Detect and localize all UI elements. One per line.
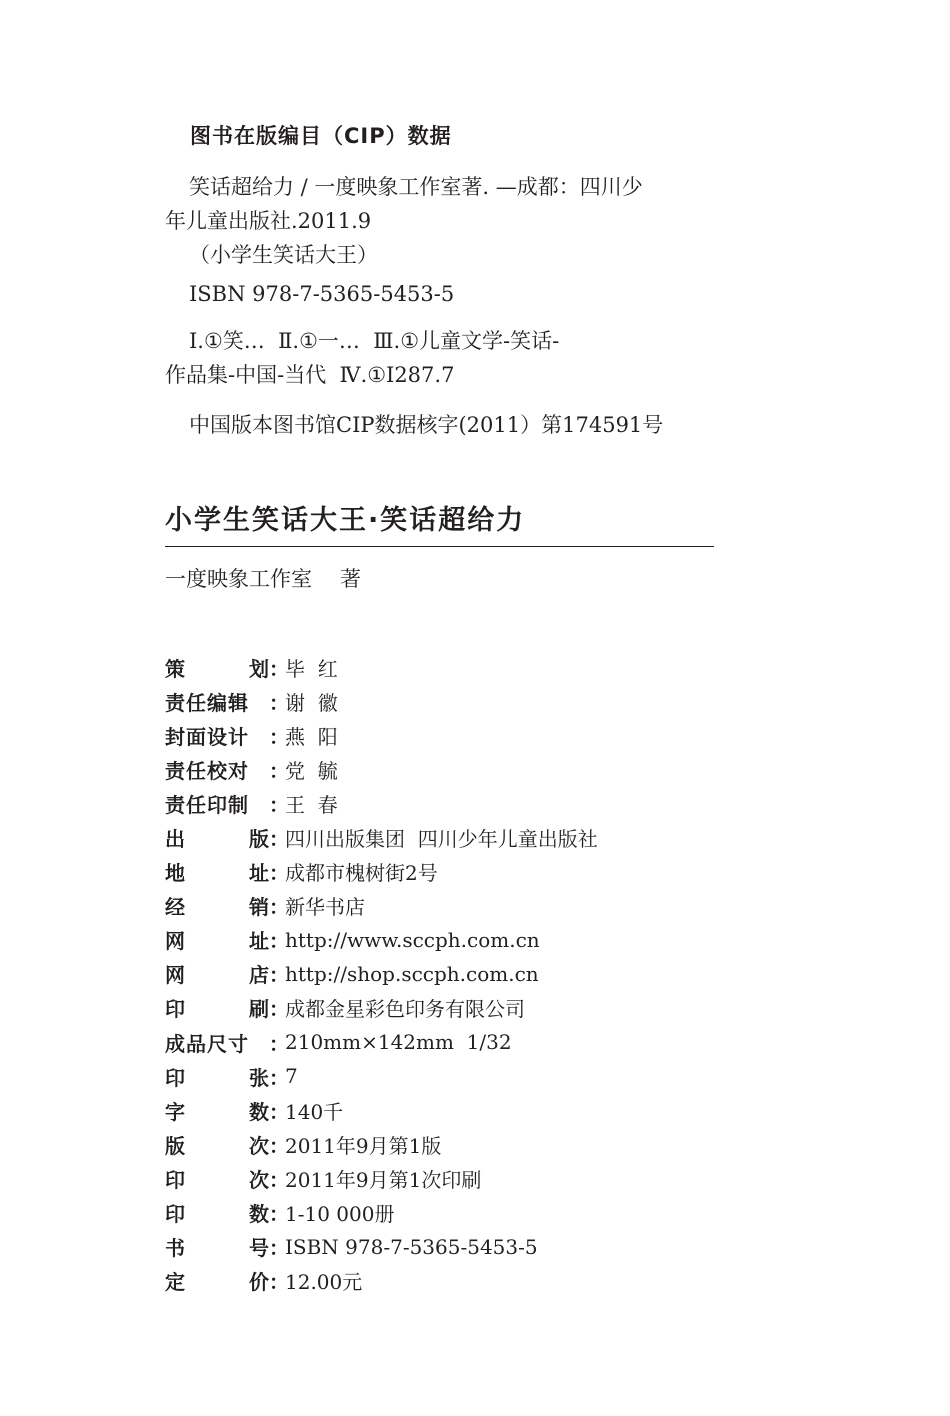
credit-value: 成都金星彩色印务有限公司 (285, 997, 525, 1022)
credit-label (165, 1164, 269, 1193)
credit-label-char-b: 张 (249, 1065, 269, 1090)
cip-number-text: 中国版本图书馆CIP数据核字(2011）第174591号 (189, 413, 664, 437)
credit-row (165, 1127, 725, 1161)
credit-label (165, 1266, 269, 1295)
credit-colon: ： (269, 1031, 289, 1056)
title-divider (165, 546, 714, 547)
credit-value: 谢 徽 (285, 690, 338, 715)
credit-label-char-b: 价 (249, 1270, 269, 1295)
credit-label-char-a: 经 (165, 895, 185, 920)
credit-label (165, 993, 269, 1022)
credit-colon: ： (269, 963, 289, 988)
credit-value: 7 (285, 1064, 298, 1089)
credit-row (165, 1059, 725, 1093)
credit-label (165, 1096, 269, 1125)
credit-label-char-a: 策 (165, 656, 185, 681)
credit-label (165, 1028, 269, 1057)
credit-label-char-a: 印 (165, 1167, 185, 1192)
credit-row (165, 718, 725, 752)
credit-label-char-b: 数 (249, 1099, 269, 1124)
credit-row (165, 889, 725, 923)
credit-label (165, 653, 269, 682)
credit-label-char-b: 次 (249, 1133, 269, 1158)
credit-row (165, 684, 725, 718)
credit-value: 140千 (285, 1099, 344, 1124)
credit-value: 2011年9月第1次印刷 (285, 1167, 482, 1192)
credit-label (165, 1198, 269, 1227)
credit-row (165, 786, 725, 820)
credit-label (165, 925, 269, 954)
credit-label-char-a: 字 (165, 1099, 185, 1124)
cip-title-line-2: 年儿童出版社.2011.9 (165, 209, 372, 233)
credit-label-char-b: 版 (249, 827, 269, 852)
credit-label-char-b: 址 (249, 929, 269, 954)
credit-value: 毕 红 (285, 656, 338, 681)
cip-isbn (165, 277, 715, 311)
credit-label-char-a: 印 (165, 1202, 185, 1227)
credit-colon: ： (269, 1099, 289, 1124)
credit-value: 210mm×142mm 1/32 (285, 1030, 512, 1055)
credit-colon: ： (269, 792, 289, 817)
credit-row (165, 650, 725, 684)
credit-label (165, 687, 269, 716)
credit-label-char-b: 销 (249, 895, 269, 920)
cip-classification (165, 324, 715, 392)
credit-value: 新华书店 (285, 895, 365, 920)
credit-label-char-a: 印 (165, 997, 185, 1022)
cip-series-text: （小学生笑话大王） (189, 243, 378, 267)
cip-number (165, 408, 715, 442)
cip-isbn-text: ISBN 978-7-5365-5453-5 (189, 282, 455, 306)
author-line (165, 563, 361, 593)
credit-row (165, 1025, 725, 1059)
credit-row (165, 1161, 725, 1195)
credit-value: 燕 阳 (285, 724, 338, 749)
credit-label-char-a: 出 (165, 827, 185, 852)
credit-colon: ： (269, 758, 289, 783)
credit-label-char-a: 书 (165, 1236, 185, 1261)
credit-colon: ： (269, 1202, 289, 1227)
credit-label-char-a: 定 (165, 1270, 185, 1295)
credit-row (165, 855, 725, 889)
credit-colon: ： (269, 1236, 289, 1261)
credit-colon: ： (269, 690, 289, 715)
credit-label-char-a: 版 (165, 1133, 185, 1158)
credit-label-char-a: 地 (165, 861, 185, 886)
author-name: 一度映象工作室 (165, 567, 312, 591)
credit-label (165, 1130, 269, 1159)
credit-label (165, 721, 269, 750)
author-role: 著 (340, 567, 361, 591)
credit-label-char-b: 店 (249, 963, 269, 988)
cip-series (165, 238, 715, 272)
credit-label-text: 封面设计 (165, 724, 249, 749)
credit-label (165, 789, 269, 818)
credit-label (165, 755, 269, 784)
credit-colon: ： (269, 1065, 289, 1090)
credit-value: 党 毓 (285, 758, 338, 783)
credit-row (165, 991, 725, 1025)
credit-label-text: 责任印制 (165, 792, 249, 817)
credit-colon: ： (269, 724, 289, 749)
credit-colon: ： (269, 895, 289, 920)
credit-colon: ： (269, 861, 289, 886)
credit-row (165, 957, 725, 991)
credit-row (165, 820, 725, 854)
credit-colon: ： (269, 997, 289, 1022)
credit-label-char-b: 数 (249, 1202, 269, 1227)
credit-label-char-a: 网 (165, 929, 185, 954)
credit-label (165, 891, 269, 920)
credit-value: 四川出版集团 四川少年儿童出版社 (285, 827, 598, 852)
credit-row (165, 1093, 725, 1127)
cip-class-line-1: Ⅰ.①笑… Ⅱ.①一… Ⅲ.①儿童文学-笑话- (189, 329, 560, 353)
credit-colon: ： (269, 827, 289, 852)
cip-heading: 图书在版编目（CIP）数据 (190, 124, 452, 148)
credit-label (165, 857, 269, 886)
credit-row (165, 1230, 725, 1264)
credit-value: 12.00元 (285, 1270, 363, 1295)
credit-colon: ： (269, 1167, 289, 1192)
credit-value: http://www.sccph.com.cn (285, 927, 540, 952)
credit-label-char-b: 刷 (249, 997, 269, 1022)
credit-value: 2011年9月第1版 (285, 1133, 442, 1158)
credit-label (165, 1062, 269, 1091)
credit-value: 1-10 000册 (285, 1202, 395, 1227)
credit-label-char-b: 址 (249, 861, 269, 886)
credit-row (165, 752, 725, 786)
credit-label-char-b: 次 (249, 1167, 269, 1192)
credit-label-char-a: 印 (165, 1065, 185, 1090)
cip-class-line-2: 作品集-中国-当代 Ⅳ.①I287.7 (165, 363, 455, 387)
credit-value: http://shop.sccph.com.cn (285, 961, 539, 986)
credit-label-char-a: 网 (165, 963, 185, 988)
credit-colon: ： (269, 1133, 289, 1158)
credit-label-char-b: 划 (249, 656, 269, 681)
credit-label (165, 959, 269, 988)
credit-label-char-b: 号 (249, 1236, 269, 1261)
credit-label (165, 823, 269, 852)
credit-colon: ： (269, 656, 289, 681)
credit-value: ISBN 978-7-5365-5453-5 (285, 1234, 538, 1259)
credit-value: 成都市槐树街2号 (285, 861, 438, 886)
credits-list (165, 650, 725, 1298)
credit-label-text: 责任校对 (165, 758, 249, 783)
credit-label-text: 成品尺寸 (165, 1031, 249, 1056)
cip-title-line-1: 笑话超给力 / 一度映象工作室著. —成都：四川少 (189, 175, 643, 199)
credit-colon: ： (269, 929, 289, 954)
credit-colon: ： (269, 1270, 289, 1295)
book-title: 小学生笑话大王·笑话超给力 (165, 505, 526, 536)
cip-title-entry (165, 170, 715, 238)
credit-row (165, 923, 725, 957)
credit-label-text: 责任编辑 (165, 690, 249, 715)
credit-value: 王 春 (285, 792, 338, 817)
credit-row (165, 1264, 725, 1298)
credit-row (165, 1196, 725, 1230)
credit-label (165, 1232, 269, 1261)
